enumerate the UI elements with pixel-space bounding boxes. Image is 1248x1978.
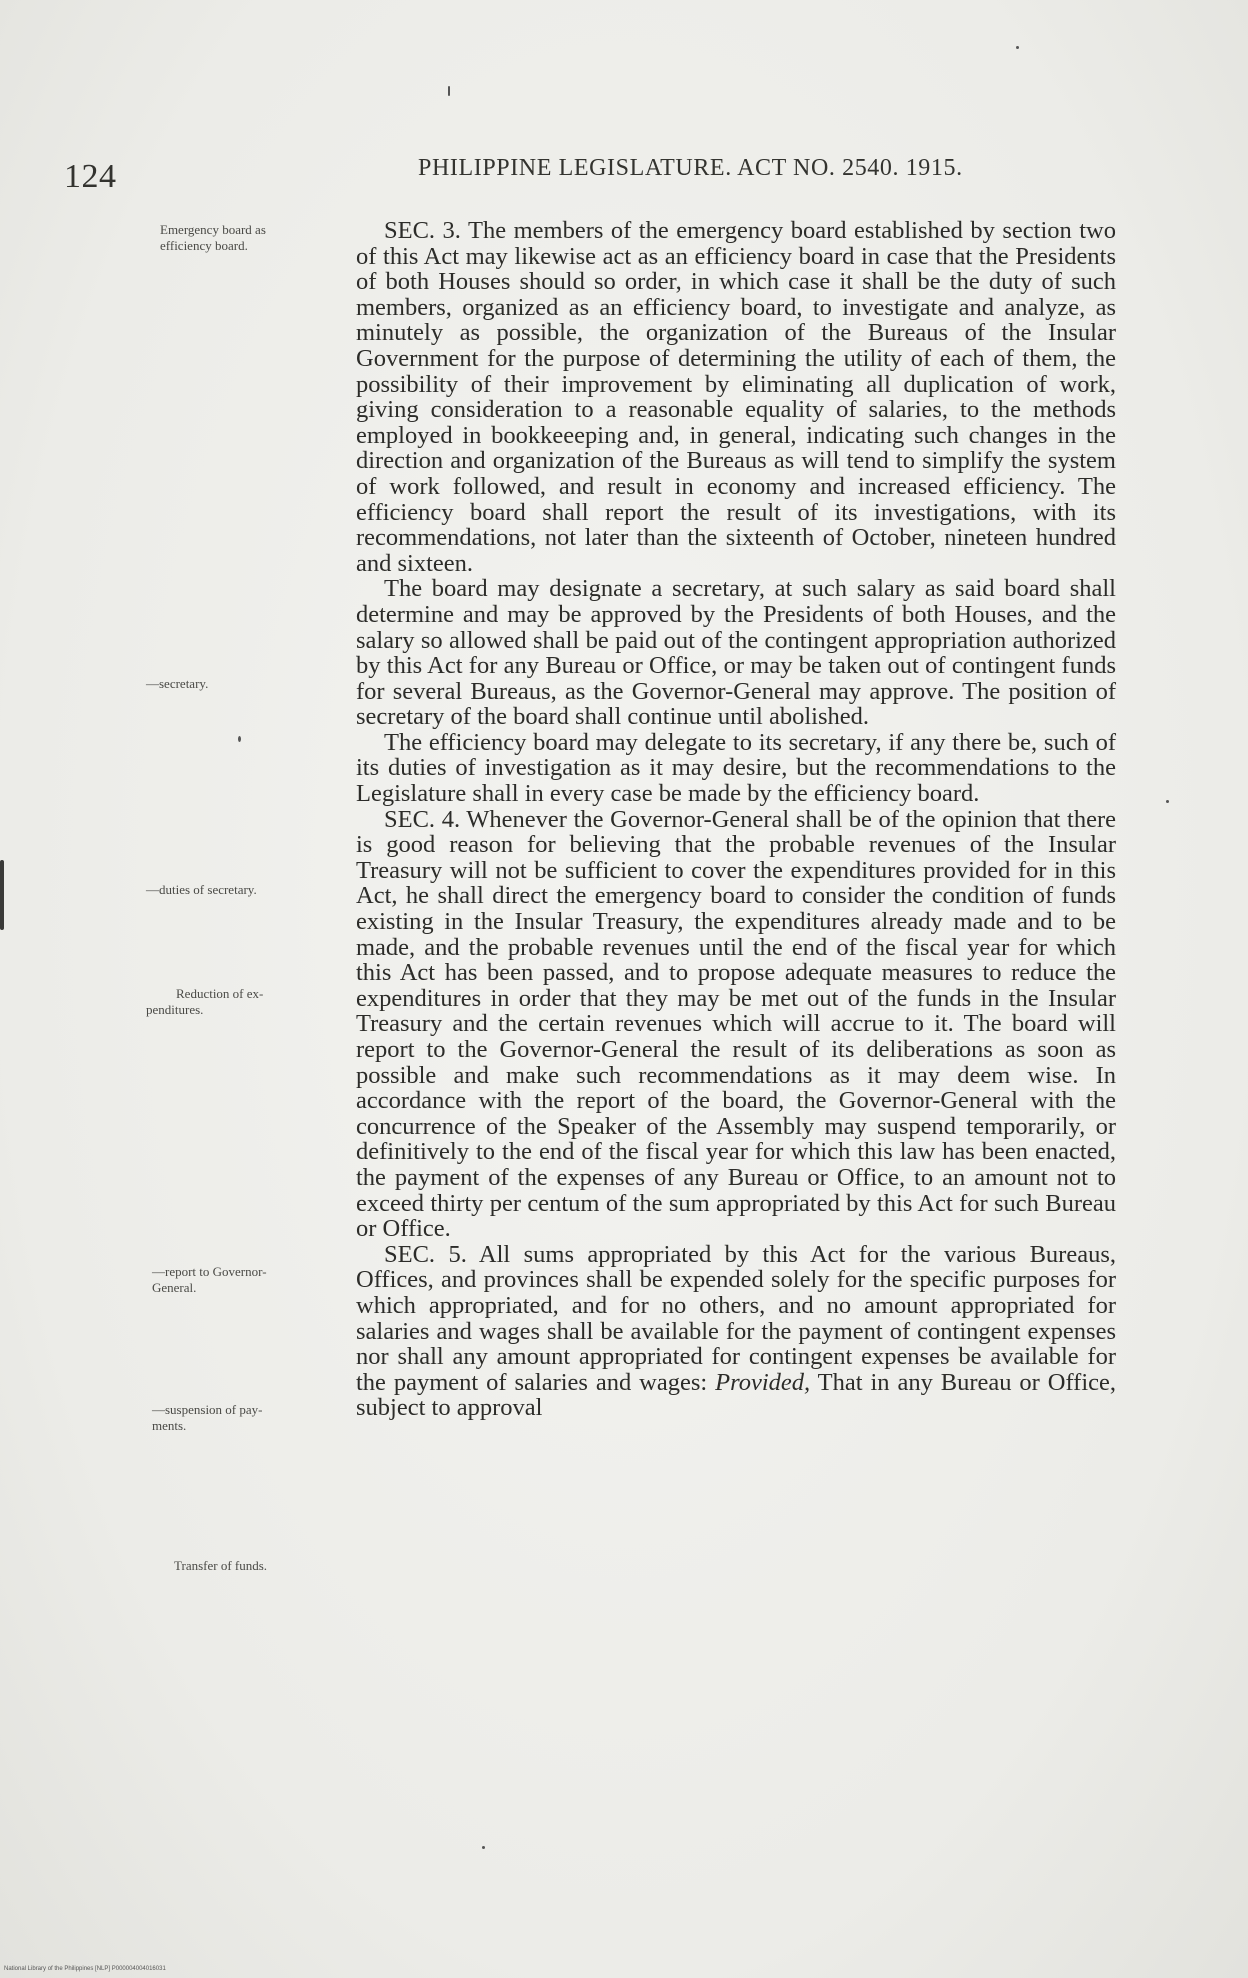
- page-number: 124: [64, 158, 117, 195]
- paragraph-text-continued: That in any Bureau or Office, subject to approval: [356, 1368, 1116, 1422]
- paragraph-text: The members of the emergency board established by section two of this Act may likewise act as an efficiency board in case that the Presidents of both Houses should so order, in which case it shall be the duty of such members, organized as an efficiency board, to investigate and analyze, as minutely as possible, the organization of the Bureaus of the Insular Government for the purpose of determining the utility of each of them, the possibility of their improvement by eliminating all duplication of work, giving consideration to a reasonable equality of salaries, to the methods employed in bookkeeeping and, in general, indicating such changes in the direction and organization of the Bureaus as will tend to simplify the system of work followed, and result in economy and increased efficiency. The efficiency board shall report the result of its investigations, with its recommendations, not later than the sixteenth of October, nineteen hundred and sixteen.: [356, 217, 1116, 577]
- binding-edge-mark: [0, 860, 4, 930]
- scan-speck: [238, 736, 241, 742]
- scan-speck: [1016, 46, 1019, 49]
- paragraph-sec-4: [356, 807, 1116, 1242]
- margin-note-emergency-board: Emergency board as efficiency board.: [160, 222, 266, 253]
- scan-speck: [448, 86, 450, 96]
- section-label: SEC. 3.: [384, 217, 461, 244]
- scan-footer: National Library of the Philippines [NLP] P000004004016031: [4, 1966, 166, 1972]
- paragraph-text: Whenever the Governor-General shall be of the opinion that there is good reason for believing that the probable revenues of the Insular Treasury will not be sufficient to cover the expenditures provided for in this Act, he shall direct the emergency board to consider the condition of funds existing in the Insular Treasury, the expenditures already made and to be made, and the probable revenues until the end of the fiscal year for which this Act has been passed, and to propose adequate measures to reduce the expenditures in order that they may be met out of the funds in the Insular Treasury and the certain revenues which will accrue to it. The board will report to the Governor-General the result of its deliberations as soon as possible and make such recommendations as it may deem wise. In accordance with the report of the board, the Governor-General with the concurrence of the Speaker of the Assembly may suspend temporarily, or definitively to the end of the fiscal year for which this law has been enacted, the payment of the expenses of any Bureau or Office, to an amount not to exceed thirty per centum of the sum appropriated by this Act for such Bureau or Office.: [356, 805, 1116, 1243]
- section-label: SEC. 4.: [384, 805, 461, 833]
- section-label: SEC. 5.: [384, 1240, 467, 1268]
- margin-note-reduction-of-expenditures: Reduction of ex- penditures.: [146, 986, 264, 1017]
- margin-note-secretary: —secretary.: [146, 676, 209, 691]
- margin-note-transfer-of-funds: Transfer of funds.: [174, 1558, 268, 1573]
- margin-note-duties-of-secretary: —duties of secretary.: [146, 882, 257, 897]
- scan-speck: [1166, 800, 1169, 803]
- paragraph-text: All sums appropriated by this Act for the various Bureaus, Offices, and provinces shall be expended solely for the specific purposes for which appropriated, and for no others, and no amount appropriated for salaries and wages shall be available for the payment of contingent expenses nor shall any amount appropriated for contingent expenses be available for the payment of salaries and wages:: [356, 1240, 1116, 1396]
- paragraph-text: The efficiency board may delegate to its secretary, if any there be, such of its duties of investigation as it may desire, but the recommendations to the Legislature shall in every case be made by the efficiency board.: [356, 728, 1116, 808]
- paragraph-secretary: [356, 576, 1116, 730]
- proviso-italic: Provided,: [715, 1368, 811, 1396]
- paragraph-text: The board may designate a secretary, at such salary as said board shall determine and may be approved by the Presidents of both Houses, and the salary so allowed shall be paid out of the contingent appropriation authorized by this Act for any Bureau or Office, or may be taken out of contingent funds for several Bureaus, as the Governor-General may approve. The position of secretary of the board shall continue until abolished.: [356, 575, 1116, 731]
- paragraph-duties: [356, 730, 1116, 807]
- scan-speck: [482, 1846, 485, 1849]
- margin-note-report-to-governor-general: —report to Governor- General.: [152, 1264, 267, 1295]
- margin-note-suspension-of-payments: —suspension of pay- ments.: [152, 1402, 263, 1433]
- running-title: PHILIPPINE LEGISLATURE. ACT NO. 2540. 1915.: [418, 155, 963, 181]
- paragraph-sec-3: [356, 218, 1116, 576]
- paragraph-sec-5: [356, 1242, 1116, 1421]
- body-text: [356, 218, 1116, 1421]
